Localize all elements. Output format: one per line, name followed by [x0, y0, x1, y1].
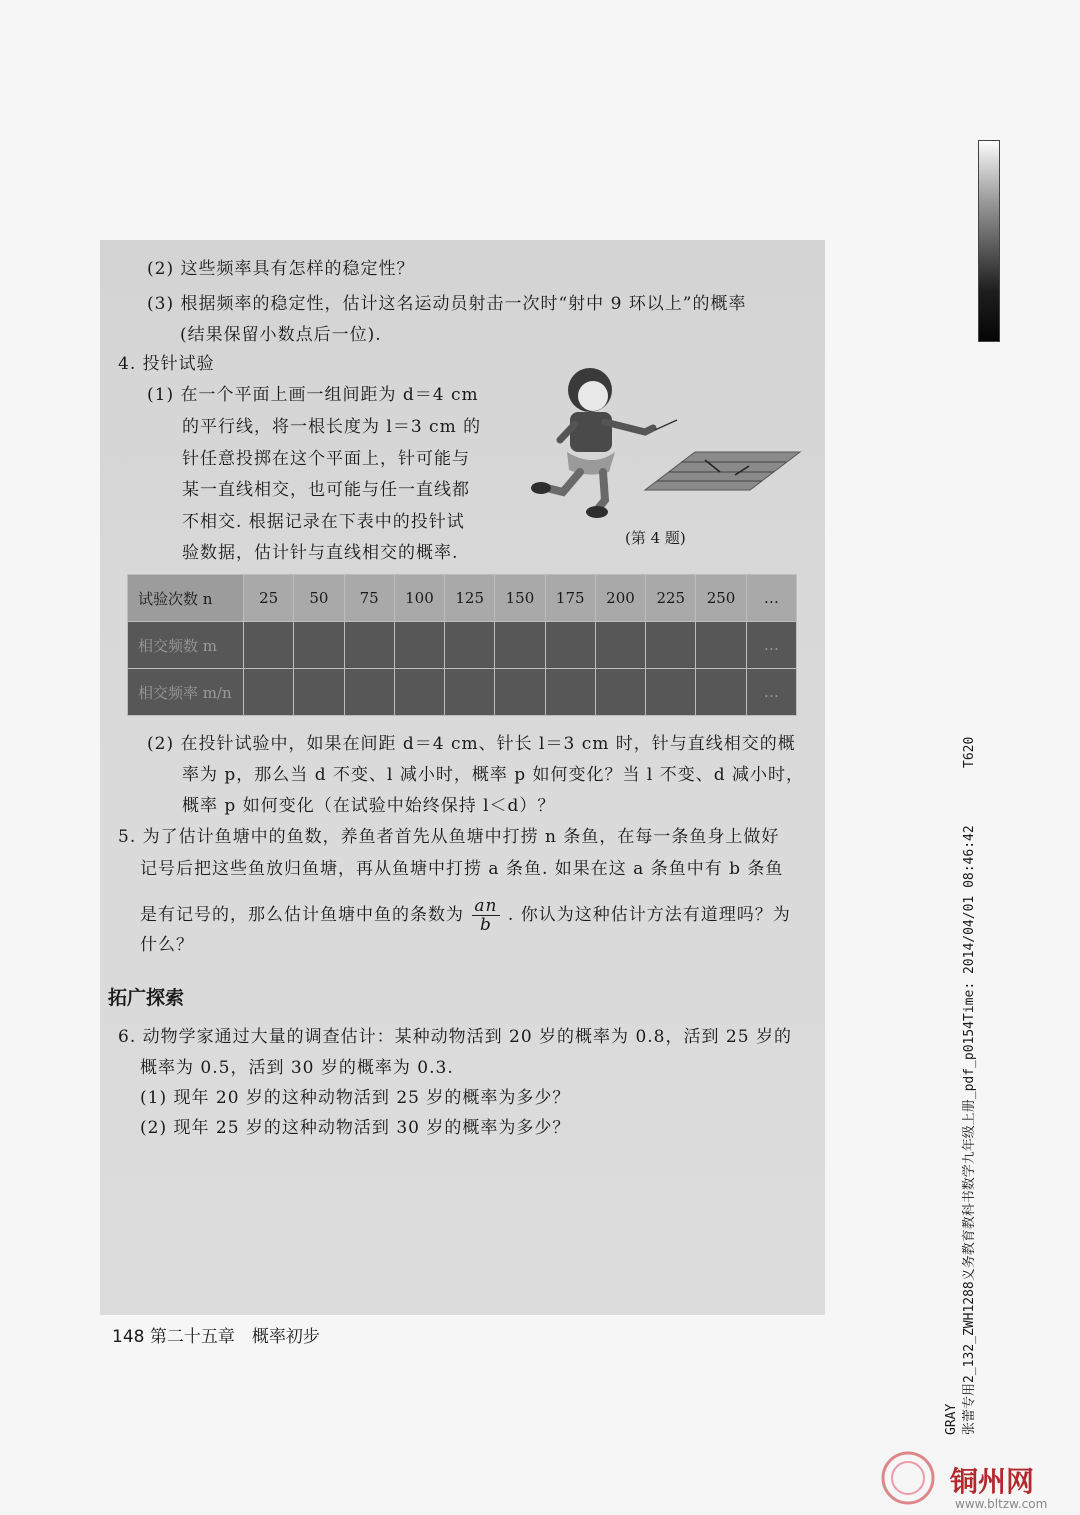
empty-cell	[545, 622, 595, 669]
watermark-url: www.bltzw.com	[955, 1497, 1048, 1511]
ex4-p2-line2: 率为 p，那么当 d 不变、l 减小时，概率 p 如何变化？当 l 不变、d 减小时，	[182, 765, 805, 785]
ex3-item3-line2: (结果保留小数点后一位).	[180, 325, 382, 345]
scan-file-info: 张蕾专用2_132_ZWH1288义务教育教科书数学九年级上册_pdf_p0154Time: 2014/04/01 08:46:42	[962, 825, 977, 1435]
ex4-title: 4. 投针试验	[118, 354, 215, 374]
grayscale-calibration-bar	[978, 140, 1000, 342]
empty-cell	[445, 622, 495, 669]
empty-cell	[394, 669, 444, 716]
trial-cell: 50	[294, 575, 344, 622]
ex5-line2: 记号后把这些鱼放归鱼塘，再从鱼塘中打捞 a 条鱼. 如果在这 a 条鱼中有 b 条鱼	[140, 859, 784, 879]
fraction-an-over-b	[472, 897, 499, 934]
ex6-line1: 6. 动物学家通过大量的调查估计：某种动物活到 20 岁的概率为 0.8，活到 25 岁的	[118, 1027, 792, 1047]
trial-cell: 175	[545, 575, 595, 622]
empty-cell	[244, 622, 294, 669]
row-header-count: 相交频数 m	[128, 622, 244, 669]
ex5-line3-after: . 你认为这种估计方法有道理吗？为	[507, 905, 791, 925]
trial-cell: 125	[445, 575, 495, 622]
ex5-line3	[140, 897, 791, 934]
row-header-frequency: 相交频率 m/n	[128, 669, 244, 716]
ex4-p1-line4: 某一直线相交，也可能与任一直线都	[182, 480, 470, 500]
parallel-lines-grid	[645, 452, 800, 490]
ex4-p1-line3: 针任意投掷在这个平面上，针可能与	[182, 449, 470, 469]
trial-cell: 200	[595, 575, 645, 622]
trial-cell: …	[746, 575, 796, 622]
figure-caption: (第 4 题)	[625, 529, 686, 547]
table-row-frequency	[128, 669, 797, 716]
empty-cell	[244, 669, 294, 716]
fraction-denominator: b	[480, 915, 492, 935]
needle-throw-illustration	[505, 360, 805, 530]
empty-cell	[595, 669, 645, 716]
ex4-p2-line3: 概率 p 如何变化（在试验中始终保持 l＜d）？	[182, 796, 556, 816]
empty-cell	[394, 622, 444, 669]
ex5-line3-before: 是有记号的，那么估计鱼塘中鱼的条数为	[140, 905, 464, 925]
empty-cell	[495, 669, 545, 716]
trial-cell: 100	[394, 575, 444, 622]
ex6-question2: (2) 现年 25 岁的这种动物活到 30 岁的概率为多少？	[140, 1118, 571, 1138]
needle-trial-table	[127, 574, 797, 716]
girl-figure	[531, 368, 653, 518]
ex6-line2: 概率为 0.5，活到 30 岁的概率为 0.3.	[140, 1058, 454, 1078]
empty-cell	[445, 669, 495, 716]
ex4-p1-line1: (1) 在一个平面上画一组间距为 d＝4 cm	[147, 385, 479, 405]
empty-cell	[495, 622, 545, 669]
trial-cell: 75	[344, 575, 394, 622]
empty-cell	[595, 622, 645, 669]
ex6-question1: (1) 现年 20 岁的这种动物活到 25 岁的概率为多少？	[140, 1088, 571, 1108]
empty-cell	[696, 622, 746, 669]
ex3-item2: (2) 这些频率具有怎样的稳定性？	[147, 259, 415, 279]
watermark-seal-icon	[880, 1450, 936, 1506]
scan-gray-label: GRAY	[944, 1403, 959, 1435]
fraction-numerator: an	[474, 896, 498, 916]
page-footer: 148 第二十五章 概率初步	[112, 1327, 320, 1347]
empty-cell	[696, 669, 746, 716]
ex3-item3-line1: (3) 根据频率的稳定性，估计这名运动员射击一次时“射中 9 环以上”的概率	[147, 294, 747, 314]
ellipsis-cell: …	[746, 669, 796, 716]
ex5-line1: 5. 为了估计鱼塘中的鱼数，养鱼者首先从鱼塘中打捞 n 条鱼，在每一条鱼身上做好	[118, 827, 780, 847]
trial-cell: 25	[244, 575, 294, 622]
table-row-count	[128, 622, 797, 669]
scan-code: T620	[962, 736, 977, 768]
empty-cell	[344, 669, 394, 716]
section-title: 拓广探索	[108, 987, 185, 1009]
ex4-p1-line6: 验数据，估计针与直线相交的概率.	[182, 543, 459, 563]
empty-cell	[545, 669, 595, 716]
ex4-p1-line5: 不相交. 根据记录在下表中的投针试	[182, 512, 465, 532]
row-header-trials: 试验次数 n	[128, 575, 244, 622]
trial-cell: 225	[646, 575, 696, 622]
ex4-p2-line1: (2) 在投针试验中，如果在间距 d＝4 cm、针长 l＝3 cm 时，针与直线相交的概	[147, 734, 796, 754]
watermark-logo-text: 铜州网	[950, 1465, 1035, 1498]
trial-cell: 150	[495, 575, 545, 622]
empty-cell	[294, 669, 344, 716]
needle	[655, 420, 677, 430]
empty-cell	[646, 669, 696, 716]
empty-cell	[344, 622, 394, 669]
ex4-p1-line2: 的平行线，将一根长度为 l＝3 cm 的	[182, 417, 482, 437]
empty-cell	[646, 622, 696, 669]
table-row-trials	[128, 575, 797, 622]
ex5-line4: 什么？	[140, 935, 194, 955]
empty-cell	[294, 622, 344, 669]
trial-cell: 250	[696, 575, 746, 622]
ellipsis-cell: …	[746, 622, 796, 669]
